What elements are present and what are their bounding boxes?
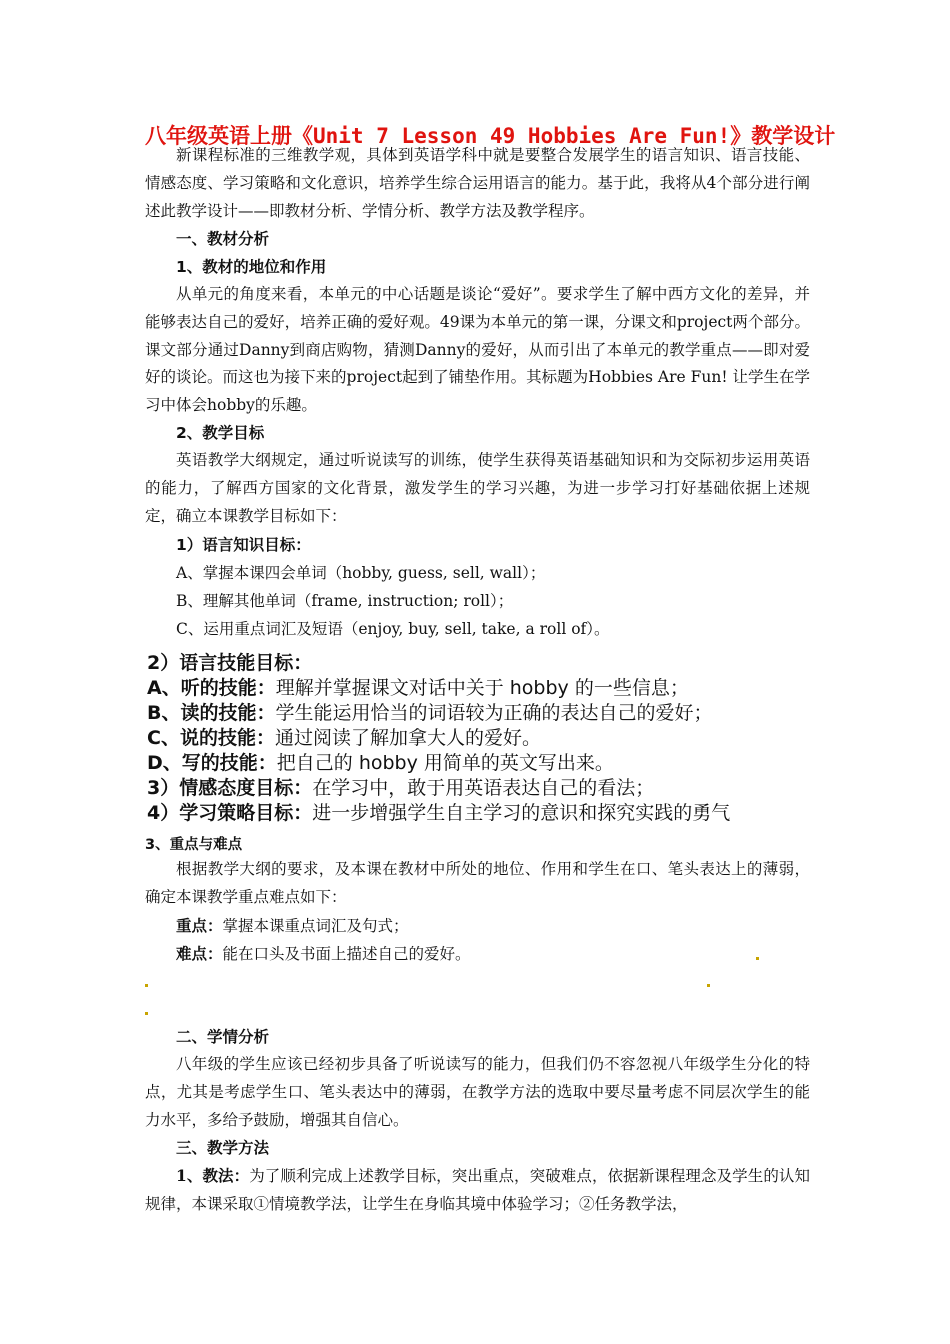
stray-dot	[707, 984, 710, 987]
difficult-point-text: 能在口头及书面上描述自己的爱好。	[222, 945, 471, 963]
key-point-text: 掌握本课重点词汇及句式；	[222, 917, 409, 935]
section1-sub2-heading: 2、教学目标	[176, 424, 265, 442]
strategy-goal	[147, 798, 730, 825]
attitude-goal	[147, 773, 654, 800]
strategy-text: 进一步增强学生自主学习的意识和探究实践的勇气	[312, 802, 731, 824]
section1-sub1-heading: 1、教材的地位和作用	[176, 258, 327, 276]
intro-paragraph: 新课程标准的三维教学观，具体到英语学科中就是要整合发展学生的语言知识、语言技能、情感态度、学习策略和文化意识，培养学生综合运用语言的能力。基于此，我将从4个部分进行阐述此教学设计——即教材分析、学情分析、教学方法及教学程序。	[145, 146, 810, 220]
skill-item	[147, 748, 614, 775]
section1-sub3-heading: 3、重点与难点	[145, 837, 243, 853]
method-text: 为了顺利完成上述教学目标，突出重点，突破难点，依据新课程理念及学生的认知规律，本课采取①情境教学法，让学生在身临其境中体验学习；②任务教学法，	[145, 1167, 810, 1213]
skill-label: B、读的技能：	[147, 702, 276, 724]
method-label: 1、教法：	[176, 1166, 250, 1185]
skill-text: 通过阅读了解加拿大人的爱好。	[274, 727, 541, 749]
section2-text: 八年级的学生应该已经初步具备了听说读写的能力，但我们仍不容忽视八年级学生分化的特点，尤其是考虑学生口、笔头表达中的薄弱，在教学方法的选取中要尽量考虑不同层次学生的能力水平，多给予鼓励，增强其自信心。	[145, 1055, 810, 1129]
section1-sub1-text: 从单元的角度来看，本单元的中心话题是谈论“爱好”。要求学生了解中西方文化的差异，并能够表达自己的爱好，培养正确的爱好观。49课为本单元的第一课，分课文和project两个部分。课文部分通过Danny到商店购物，猜测Danny的爱好，从而引出了本单元的教学重点——即对爱好的谈论。而这也为接下来的project起到了铺垫作用。其标题为Hobbies Are Fun! 让学生在学习中体会hobby的乐趣。	[145, 285, 810, 415]
stray-dot	[145, 1012, 148, 1015]
attitude-text: 在学习中，敢于用英语表达自己的看法；	[312, 777, 655, 799]
skills-goal-heading	[147, 648, 312, 675]
knowledge-item: C、运用重点词汇及短语（enjoy, buy, sell, take, a roll of）。	[176, 620, 610, 638]
section2-heading: 二、学情分析	[176, 1028, 270, 1046]
section1-sub2-text: 英语教学大纲规定，通过听说读写的训练，使学生获得英语基础知识和为交际初步运用英语的能力，了解西方国家的文化背景，激发学生的学习兴趣，为进一步学习打好基础依据上述规定，确立本课教学目标如下：	[145, 451, 810, 525]
knowledge-item: A、掌握本课四会单词（hobby, guess, sell, wall）；	[176, 564, 546, 582]
skill-text: 理解并掌握课文对话中关于 hobby 的一些信息；	[275, 677, 689, 699]
section3-method	[145, 1162, 810, 1219]
knowledge-goal-heading: 1）语言知识目标：	[176, 536, 311, 554]
section1-sub3-text: 根据教学大纲的要求，及本课在教材中所处的地位、作用和学生在口、笔头表达上的薄弱，确定本课教学重点难点如下：	[145, 860, 810, 906]
difficult-point-label: 难点：	[176, 944, 223, 963]
stray-dot	[756, 957, 759, 960]
strategy-label: 4）学习策略目标：	[147, 802, 313, 824]
skills-goal-label: 2）语言技能目标：	[147, 652, 313, 674]
skill-item	[147, 698, 713, 725]
skill-item	[147, 673, 689, 700]
skill-label: D、写的技能：	[147, 752, 277, 774]
key-point-label: 重点：	[176, 916, 223, 935]
skill-text: 把自己的 hobby 用简单的英文写出来。	[276, 752, 614, 774]
section1-heading: 一、教材分析	[176, 230, 270, 248]
skill-item	[147, 723, 541, 750]
attitude-label: 3）情感态度目标：	[147, 777, 313, 799]
title-suffix: 》教学设计	[730, 124, 836, 148]
skill-label: A、听的技能：	[147, 677, 276, 699]
knowledge-item: B、理解其他单词（frame, instruction; roll）；	[176, 592, 514, 610]
section3-heading: 三、教学方法	[176, 1139, 270, 1157]
skill-text: 学生能运用恰当的词语较为正确的表达自己的爱好；	[275, 702, 713, 724]
skill-label: C、说的技能：	[147, 727, 275, 749]
difficult-point	[176, 942, 471, 964]
key-point	[176, 914, 409, 936]
stray-dot	[145, 984, 148, 987]
title-english: Unit 7 Lesson 49 Hobbies Are Fun!	[313, 124, 731, 148]
title-prefix: 八年级英语上册《	[145, 124, 313, 148]
